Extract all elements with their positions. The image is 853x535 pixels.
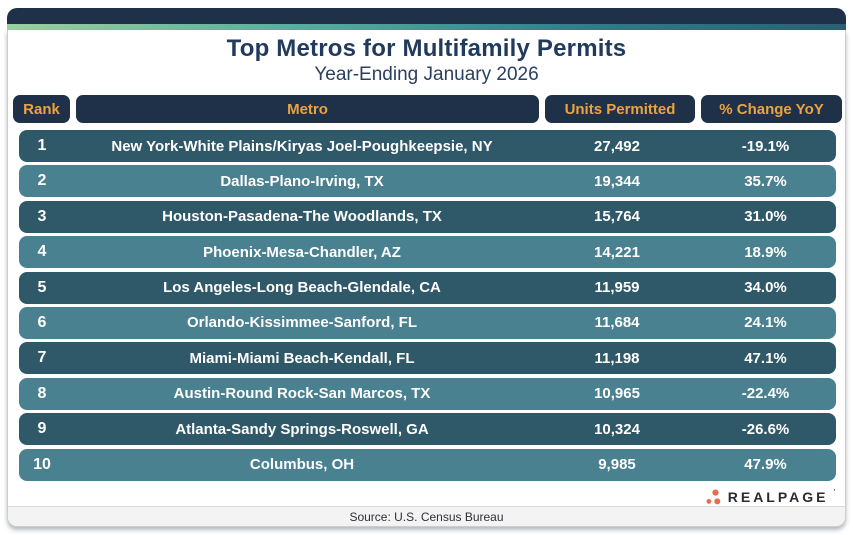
realpage-dots-icon bbox=[706, 489, 723, 505]
change-cell: -22.4% bbox=[741, 385, 790, 403]
table-row bbox=[19, 307, 836, 339]
metro-cell: New York-White Plains/Kiryas Joel-Poughkeepsie, NY bbox=[111, 137, 493, 155]
change-cell: 47.1% bbox=[744, 349, 787, 367]
table-row bbox=[19, 165, 836, 197]
metro-cell: Dallas-Plano-Irving, TX bbox=[220, 172, 384, 190]
column-header-change: % Change YoY bbox=[701, 95, 842, 123]
trademark-mark: ′ bbox=[833, 487, 835, 497]
table-row bbox=[19, 413, 836, 445]
table-row bbox=[19, 201, 836, 233]
rank-cell: 9 bbox=[37, 420, 47, 438]
table-row bbox=[19, 449, 836, 481]
rank-cell: 4 bbox=[37, 243, 47, 261]
units-cell: 15,764 bbox=[594, 208, 640, 226]
units-cell: 27,492 bbox=[594, 137, 640, 155]
units-cell: 11,959 bbox=[594, 279, 640, 297]
units-cell: 9,985 bbox=[598, 456, 636, 474]
rank-cell: 3 bbox=[37, 207, 47, 225]
metro-cell: Houston-Pasadena-The Woodlands, TX bbox=[162, 208, 442, 226]
rank-cell: 2 bbox=[37, 172, 47, 190]
metro-cell: Miami-Miami Beach-Kendall, FL bbox=[189, 349, 415, 367]
page-title: Top Metros for Multifamily Permits bbox=[226, 35, 627, 62]
rank-cell: 5 bbox=[37, 278, 47, 296]
table-row bbox=[19, 236, 836, 268]
change-cell: -19.1% bbox=[741, 137, 790, 155]
units-cell: 10,965 bbox=[594, 385, 640, 403]
top-navy-bar bbox=[7, 8, 846, 24]
change-cell: 31.0% bbox=[744, 208, 787, 226]
table-row bbox=[19, 272, 836, 304]
units-cell: 11,198 bbox=[594, 349, 640, 367]
rank-cell: 10 bbox=[33, 455, 51, 473]
change-cell: 18.9% bbox=[744, 243, 787, 261]
rank-cell: 6 bbox=[37, 313, 47, 331]
rank-cell: 7 bbox=[37, 349, 47, 367]
units-cell: 14,221 bbox=[594, 243, 640, 261]
metro-cell: Los Angeles-Long Beach-Glendale, CA bbox=[163, 279, 441, 297]
metro-cell: Austin-Round Rock-San Marcos, TX bbox=[173, 385, 431, 403]
table-body bbox=[19, 130, 836, 484]
metro-cell: Atlanta-Sandy Springs-Roswell, GA bbox=[175, 420, 429, 438]
units-cell: 10,324 bbox=[594, 420, 640, 438]
change-cell: 47.9% bbox=[744, 456, 787, 474]
metro-cell: Phoenix-Mesa-Chandler, AZ bbox=[203, 243, 401, 261]
table-row bbox=[19, 130, 836, 162]
change-cell: 34.0% bbox=[744, 279, 787, 297]
rank-cell: 8 bbox=[37, 384, 47, 402]
table-header-row bbox=[8, 95, 845, 123]
units-cell: 11,684 bbox=[594, 314, 640, 332]
change-cell: 24.1% bbox=[744, 314, 787, 332]
source-note: Source: U.S. Census Bureau bbox=[8, 506, 845, 526]
metro-cell: Orlando-Kissimmee-Sanford, FL bbox=[186, 314, 418, 332]
table-row bbox=[19, 378, 836, 410]
column-header-rank: Rank bbox=[13, 95, 70, 123]
realpage-wordmark: REALPAGE bbox=[727, 489, 829, 505]
change-cell: 35.7% bbox=[744, 172, 787, 190]
change-cell: -26.6% bbox=[741, 420, 790, 438]
table-row bbox=[19, 342, 836, 374]
metro-cell: Columbus, OH bbox=[249, 456, 355, 474]
realpage-logo bbox=[706, 487, 835, 507]
page-subtitle: Year-Ending January 2026 bbox=[314, 64, 539, 85]
table-card bbox=[7, 30, 846, 527]
rank-cell: 1 bbox=[37, 137, 47, 154]
units-cell: 19,344 bbox=[594, 172, 640, 190]
column-header-units: Units Permitted bbox=[545, 95, 695, 123]
column-header-metro: Metro bbox=[76, 95, 539, 123]
